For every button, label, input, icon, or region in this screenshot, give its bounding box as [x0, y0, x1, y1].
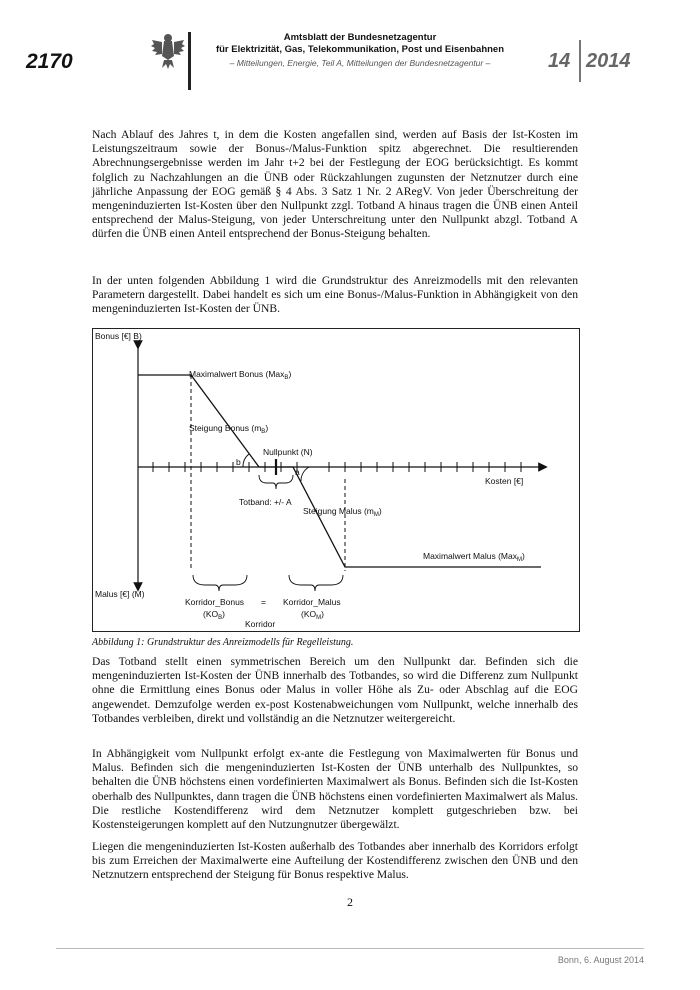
publication-title [200, 32, 520, 56]
korridor-label: Korridor [245, 619, 276, 629]
page-number: 2170 [26, 50, 73, 73]
max-malus-label: Maximalwert Malus (Max$_M$) [423, 551, 525, 563]
angle-a-label: a [295, 467, 300, 477]
publication-subtitle: – Mitteilungen, Energie, Teil A, Mitteilungen der Bundesnetzagentur – [229, 58, 491, 68]
figure-incentive-model [92, 328, 580, 632]
angle-a-arc [301, 467, 309, 481]
korridor-malus-brace [289, 575, 343, 591]
y-axis-top-label: Bonus [€] B) [95, 331, 142, 341]
equals-sign: = [261, 597, 266, 607]
incentive-diagram [93, 329, 581, 633]
korridor-malus-abbr: $(KO_M)$ [301, 609, 324, 621]
issue-year: 2014 [586, 50, 631, 72]
totband-brace [259, 475, 293, 489]
x-axis-label: Kosten [€] [485, 476, 524, 486]
slope-malus-label: Steigung Malus $(m_M)$ [303, 506, 382, 518]
paragraph-4: In Abhängigkeit vom Nullpunkt erfolgt ex-ante die Festlegung von Maximalwerten für Bonus und Malus. Befinden sich die mengeninduzierten Ist-Kosten der ÜNB unterhalb des Nullpunktes, so behalten die ÜNB höchstens einen vordefinierten Maximalwert als Bonus. Befinden sich die Ist-Kosten oberhalb des Nullpunktes, dann tragen die ÜNB höchstens einen vordefinierten Maximalwert als Malus. Die restliche Kostendifferenz wird dem Netznutzer komplett gutgeschrieben bzw. bei Kostensteigerungen komplett auf den Nutzungnutzer übergewälzt. [92, 747, 578, 832]
y-axis-bottom-label: Malus [€] (M) [95, 589, 145, 599]
korridor-bonus-label: Korridor_Bonus [185, 597, 245, 607]
nullpunkt-label: Nullpunkt (N) [263, 447, 313, 457]
paragraph-5: Liegen die mengeninduzierten Ist-Kosten außerhalb des Totbandes aber innerhalb des Korridors erfolgt bis zum Erreichen der Maximalwerte eine Aufteilung der Kostendifferenz zwischen den ÜNB und den Netznutzern entsprechend der Steigung für Bonus respektive Malus. [92, 840, 578, 882]
paragraph-3: Das Totband stellt einen symmetrischen Bereich um den Nullpunkt dar. Befinden sich die mengeninduzierten Ist-Kosten der ÜNB innerhalb des Totbandes, so wird die Differenz zum Nullpunkt ohne die Ermittlung eines Bonus oder Malus in voller Höhe als Zu- oder Abschlag auf die EOG angewendet. Demzufolge werden ex-post Kostenabweichungen vom Nullpunkt, welche innerhalb des Totbandes verbleiben, direkt und vollständig an die Netznutzer weitergereicht. [92, 655, 578, 725]
inner-page-number: 2 [347, 895, 353, 909]
totband-label: Totband: +/- A [239, 497, 292, 507]
issue-divider [579, 40, 581, 82]
issue-number: 14 [548, 50, 571, 72]
angle-b-label: b [236, 457, 241, 467]
paragraph-2: In der unten folgenden Abbildung 1 wird die Grundstruktur des Anreizmodells mit den relevanten Parametern dargestellt. Dabei handelt es sich um eine Bonus-/Malus-Funktion in Abhängigkeit von den mengeninduzierten Ist-Kosten der ÜNB. [92, 274, 578, 316]
korridor-malus-label: Korridor_Malus [283, 597, 341, 607]
paragraph-1: Nach Ablauf des Jahres t, in dem die Kosten angefallen sind, werden auf Basis der Ist-Kosten im Leistungszeitraum sowie der Bonus-/Malus-Funktion spitz abgerechnet. Die resultierenden Abrechnungsergebnisse werden im Jahr t+2 bei der Festlegung der EOG berücksichtigt. Es kommt folglich zu Nachzahlungen an die ÜNB oder Rückzahlungen zugunsten der Netznutzer durch eine jährliche Anpassung der EOG gemäß § 4 Abs. 3 Satz 1 Nr. 2 ARegV. Von jeder Überschreitung der mengeninduzierten Ist-Kosten über den Nullpunkt zzgl. Totband A hinaus tragen die ÜNB einen Anteil entsprechend der Malus-Steigung, von jeder Unterschreitung unter den Nullpunkt abzgl. Totband A dürfen die ÜNB einen Anteil entsprechend der Bonus-Steigung behalten. [92, 128, 578, 241]
slope-bonus-label: Steigung Bonus $(m_B)$ [189, 423, 269, 435]
max-bonus-label: Maximalwert Bonus (Max$_B$) [189, 369, 292, 381]
footer-divider [56, 948, 644, 949]
footer-date: Bonn, 6. August 2014 [557, 955, 644, 965]
angle-b-arc [243, 454, 249, 467]
bonus-malus-curve [138, 375, 541, 567]
korridor-bonus-abbr: $(KO_B)$ [203, 609, 225, 621]
title-line-1: Amtsblatt der Bundesnetzagentur [283, 32, 437, 43]
figure-caption: Abbildung 1: Grundstruktur des Anreizmodells für Regelleistung. [92, 637, 354, 648]
federal-eagle-icon [150, 30, 186, 70]
title-line-2: für Elektrizität, Gas, Telekommunikation, Post und Eisenbahnen [215, 44, 505, 55]
header-divider [188, 32, 191, 90]
korridor-bonus-brace [193, 575, 247, 591]
